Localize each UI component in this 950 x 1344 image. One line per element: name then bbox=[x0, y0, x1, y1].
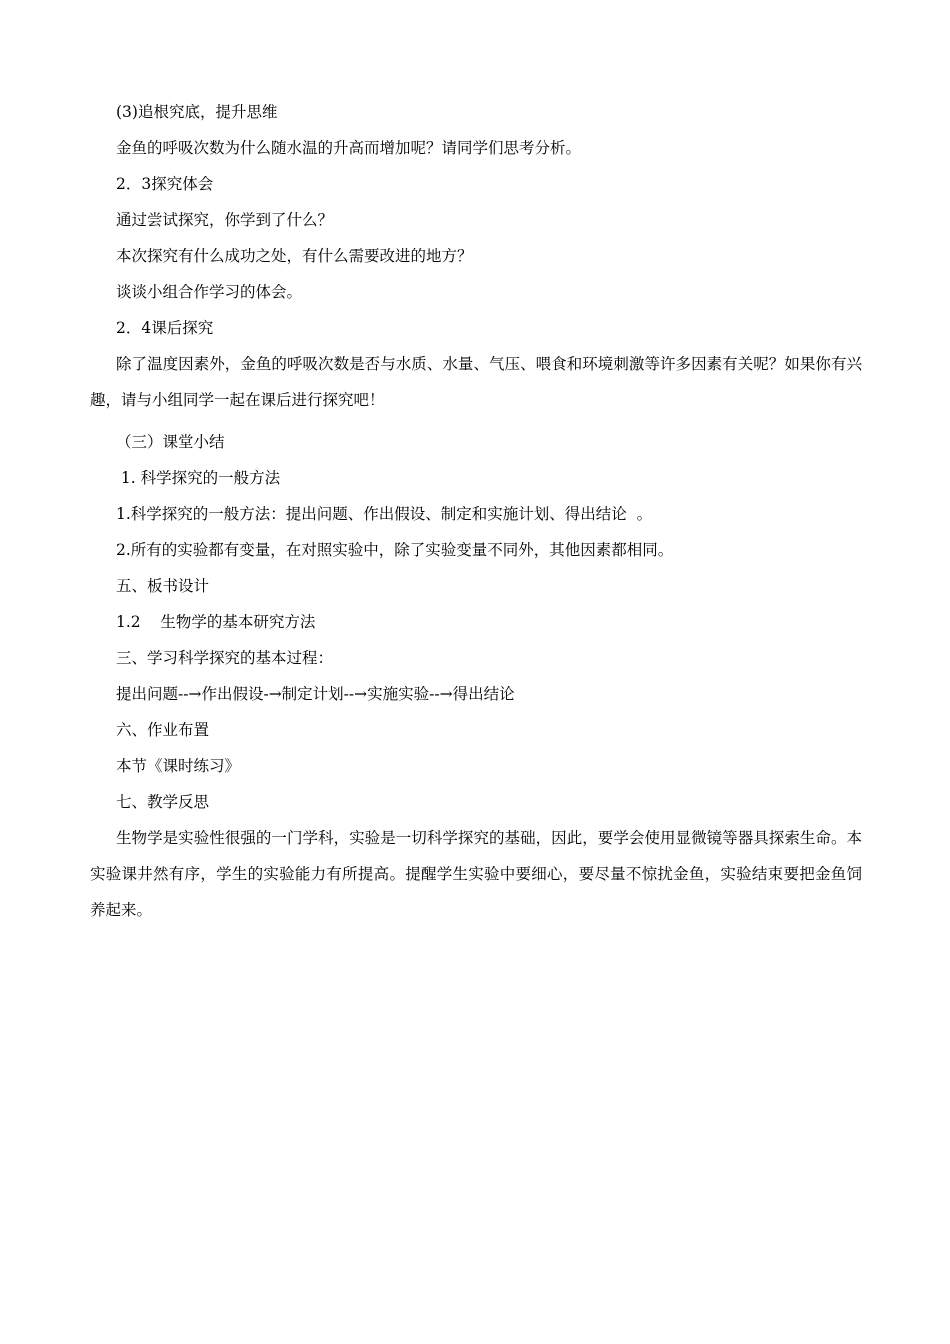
question-what-learned: 通过尝试探究，你学到了什么？ bbox=[116, 211, 334, 229]
heading-inquiry-experience: 2．3探究体会 bbox=[116, 175, 214, 193]
heading-homework: 六、作业布置 bbox=[116, 721, 210, 739]
board-process-heading: 三、学习科学探究的基本过程： bbox=[116, 649, 334, 667]
subheading-general-method: 1. 科学探究的一般方法 bbox=[116, 469, 281, 487]
question-breathing-temperature: 金鱼的呼吸次数为什么随水温的升高而增加呢？请同学们思考分析。 bbox=[116, 139, 582, 157]
question-success-improve: 本次探究有什么成功之处，有什么需要改进的地方？ bbox=[116, 247, 473, 265]
heading-class-summary: （三）课堂小结 bbox=[116, 433, 225, 451]
heading-teaching-reflection: 七、教学反思 bbox=[116, 793, 210, 811]
summary-item-2: 2.所有的实验都有变量，在对照实验中，除了实验变量不同外，其他因素都相同。 bbox=[116, 541, 674, 559]
heading-after-class-inquiry: 2．4课后探究 bbox=[116, 319, 214, 337]
heading-board-design: 五、板书设计 bbox=[116, 577, 210, 595]
board-process-flow: 提出问题--→作出假设-→制定计划--→实施实验--→得出结论 bbox=[116, 685, 515, 703]
board-title: 1.2 生物学的基本研究方法 bbox=[116, 613, 316, 631]
summary-item-1: 1.科学探究的一般方法：提出问题、作出假设、制定和实施计划、得出结论 。 bbox=[116, 505, 653, 523]
homework-item: 本节《课时练习》 bbox=[116, 757, 241, 775]
heading-dig-deeper: (3)追根究底，提升思维 bbox=[116, 103, 278, 121]
prompt-group-cooperation: 谈谈小组合作学习的体会。 bbox=[116, 283, 303, 301]
paragraph-other-factors: 除了温度因素外，金鱼的呼吸次数是否与水质、水量、气压、喂食和环境刺激等许多因素有关呢？如果你有兴趣，请与小组同学一起在课后进行探究吧！ bbox=[90, 355, 862, 409]
paragraph-reflection: 生物学是实验性很强的一门学科，实验是一切科学探究的基础，因此，要学会使用显微镜等器具探索生命。本实验课井然有序，学生的实验能力有所提高。提醒学生实验中要细心，要尽量不惊扰金鱼，实验结束要把金鱼饲养起来。 bbox=[90, 829, 862, 919]
